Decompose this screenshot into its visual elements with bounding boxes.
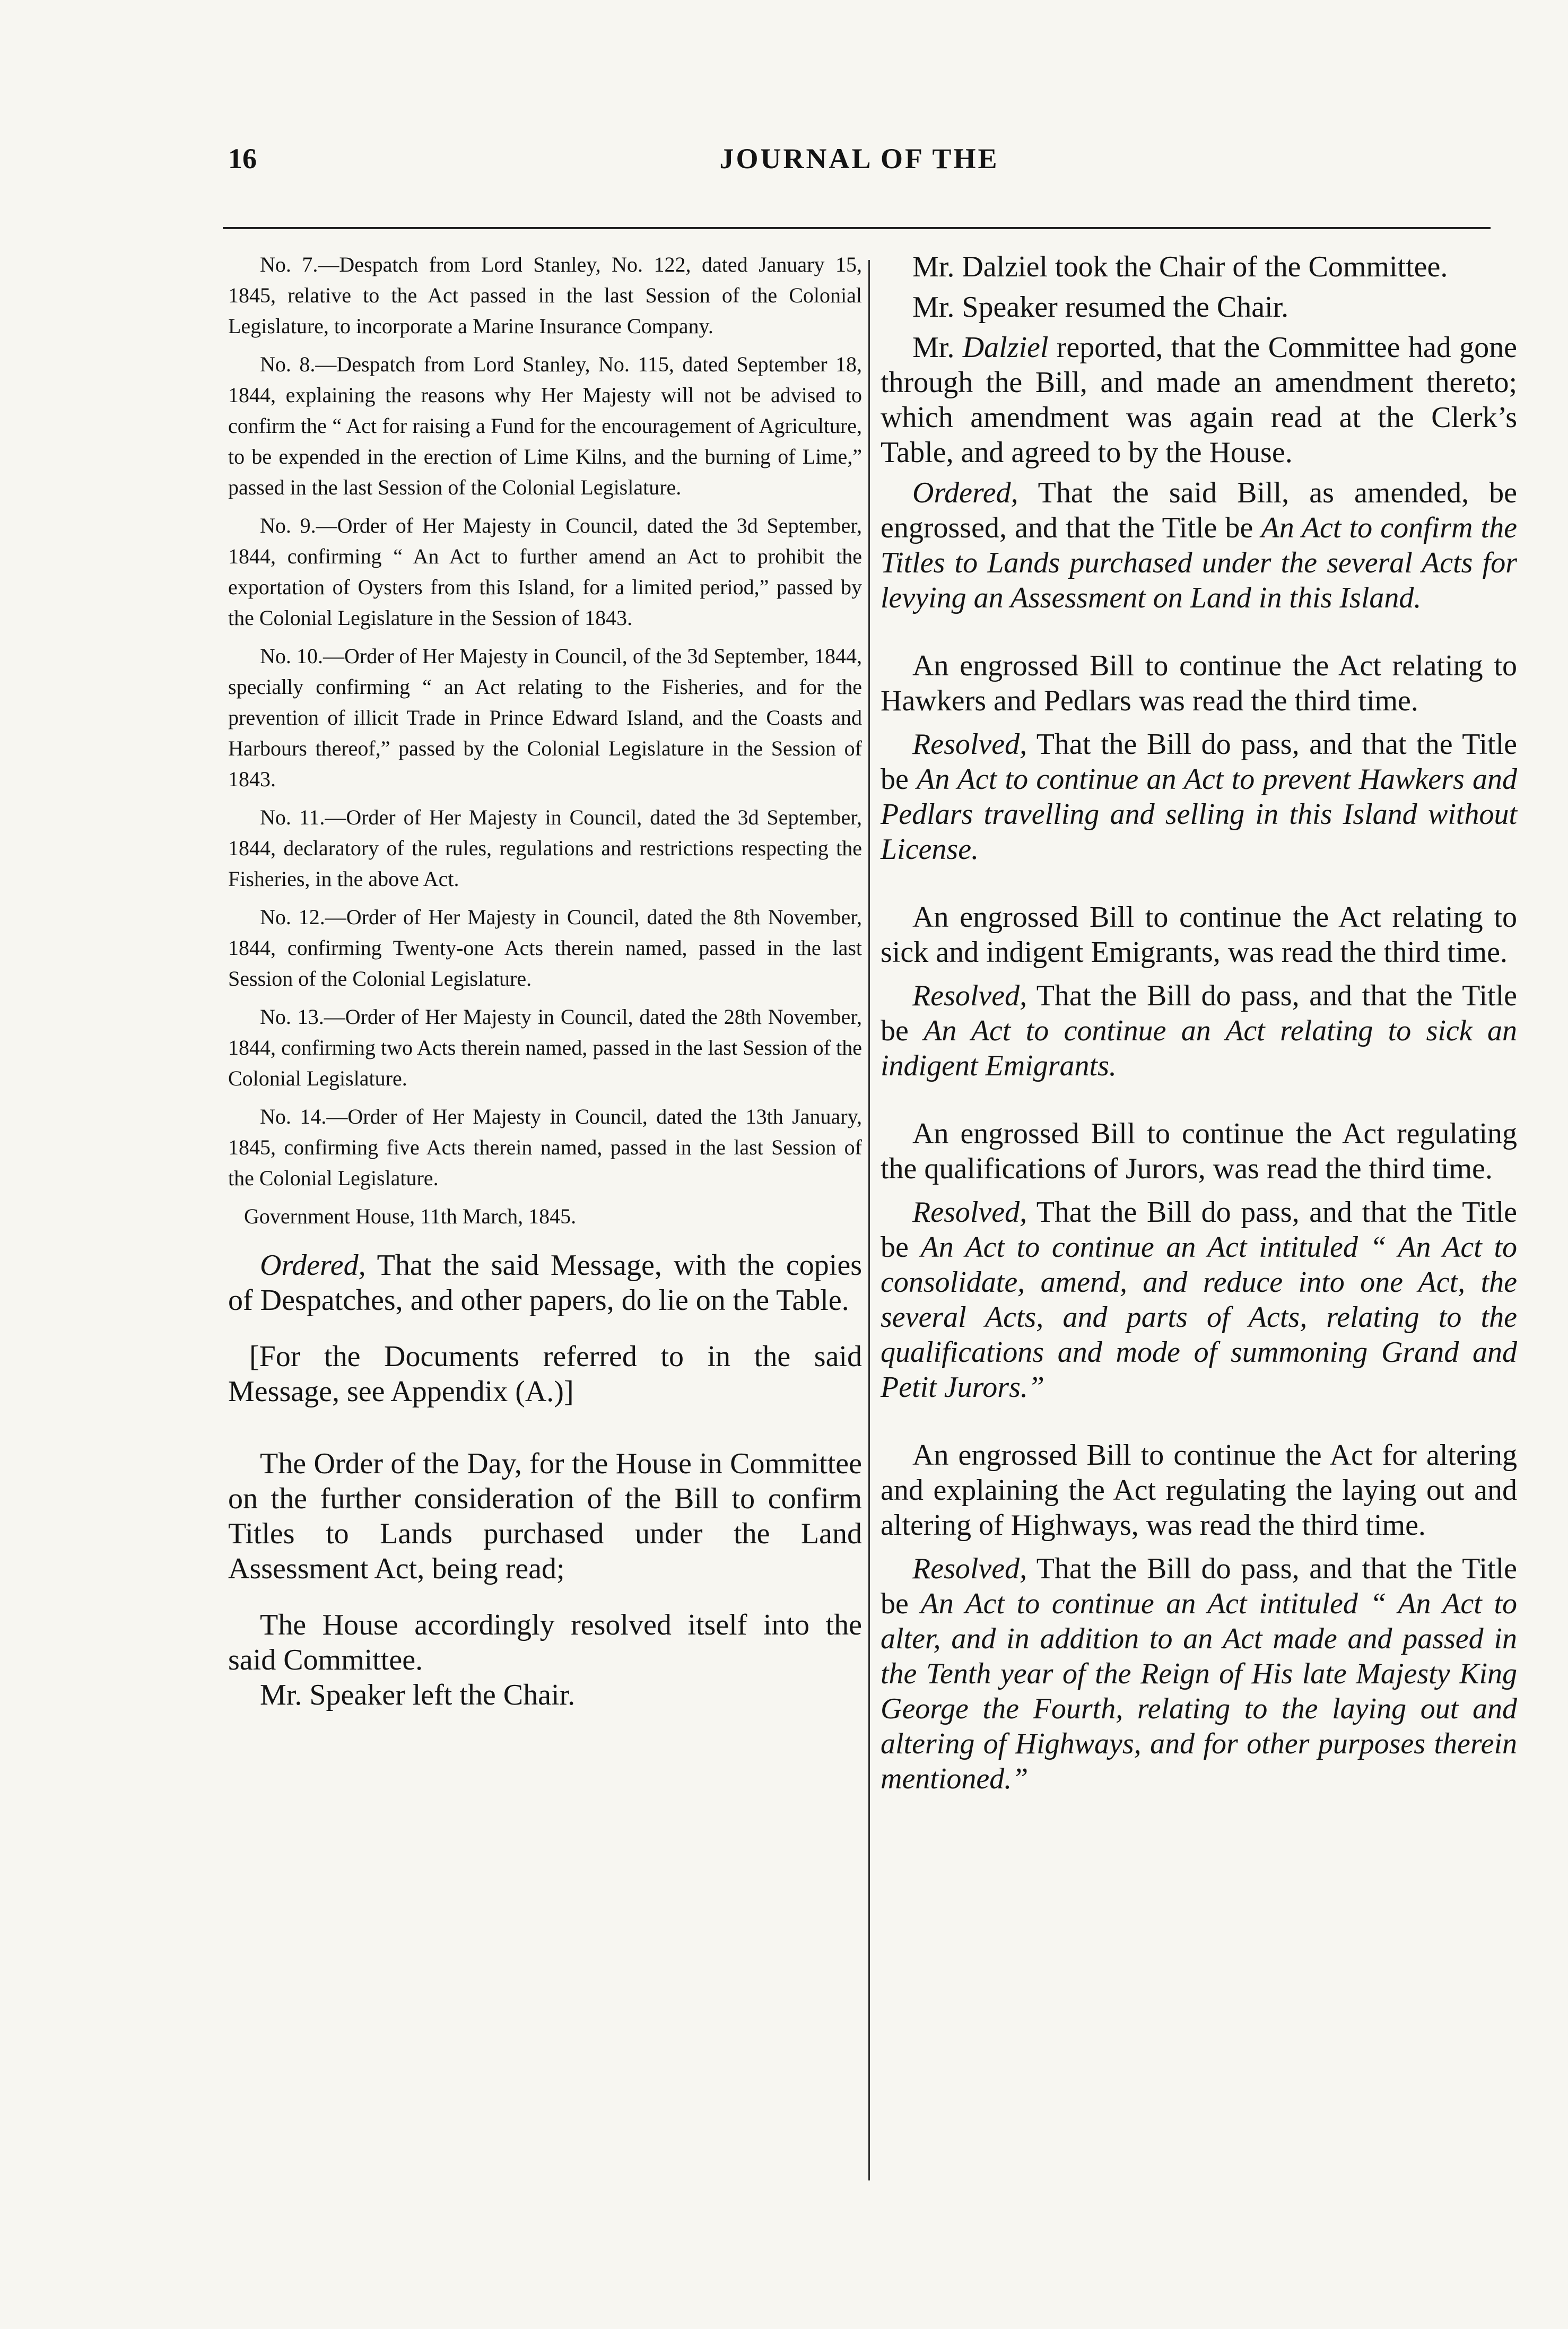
report-text: reported, that the Committee had gone through the Bill, and made an amendment thereto; which amendment was again read at the Clerk’s Table, and agreed to by the House. [881, 331, 1517, 469]
ordered-engrossed [881, 475, 1517, 615]
committee-resolution: The House accordingly resolved itself into the said Committee. [228, 1609, 862, 1676]
resolved-lead: Resolved, [912, 728, 1027, 761]
bill-intro: An engrossed Bill to continue the Act for altering and explaining the Act regulating the laying out and altering of Highways, was read the third time. [881, 1439, 1517, 1542]
order-of-day: The Order of the Day, for the House in Committee on the further consideration of the Bill to confirm Titles to Lands purchased under the Land Assessment Act, being read; [228, 1447, 862, 1585]
header-rule [223, 227, 1491, 229]
left-proceedings [228, 1248, 862, 1713]
bill-title: An Act to continue an Act to prevent Hawkers and Pedlars travelling and selling in this Island without License. [881, 763, 1517, 866]
column-divider [868, 260, 870, 2180]
page-number: 16 [228, 143, 257, 175]
resolved-text: That the Bill do pass, and that the Title be [881, 1196, 1517, 1264]
bill-resolution [881, 727, 1517, 867]
bill-title: An Act to confirm the Titles to Lands purchased under the several Acts for levying an Assessment on Land in this Island. [881, 511, 1517, 614]
ordered-text: That the said Bill, as amended, be engrossed, and that the Title be [881, 476, 1517, 544]
despatch-item: No. 14.—Order of Her Majesty in Council, dated the 13th January, 1845, confirming five Acts therein named, passed in the last Session of the Colonial Legislature. [228, 1105, 862, 1190]
resolved-text: That the Bill do pass, and that the Title be [881, 728, 1517, 796]
running-head: JOURNAL OF THE [719, 143, 999, 175]
despatch-item: No. 9.—Order of Her Majesty in Council, dated the 3d September, 1844, confirming “ An Act to further amend an Act to prohibit the exportation of Oysters from this Island, for a limited period,” passed by the Colonial Legislature in the Session of 1843. [228, 514, 862, 630]
speaker-left: Mr. Speaker left the Chair. [260, 1679, 576, 1711]
committee-report [881, 330, 1517, 470]
bill-title: An Act to continue an Act relating to sick an indigent Emigrants. [881, 1014, 1517, 1082]
ordered-lead: Ordered, [912, 476, 1018, 509]
resolved-lead: Resolved, [912, 979, 1027, 1012]
despatch-item: No. 7.—Despatch from Lord Stanley, No. 122, dated January 15, 1845, relative to the Act passed in the last Session of the Colonial Legislature, to incorporate a Marine Insurance Company. [228, 253, 862, 338]
ordered-lead: Ordered, [260, 1249, 366, 1282]
despatch-list [228, 249, 862, 1232]
resolved-text: That the Bill do pass, and that the Title be [881, 1552, 1517, 1620]
resolved-lead: Resolved, [912, 1196, 1027, 1229]
despatch-item: No. 12.—Order of Her Majesty in Council, dated the 8th November, 1844, confirming Twenty-one Acts therein named, passed in the last Session of the Colonial Legislature. [228, 905, 862, 990]
right-proceedings [881, 249, 1517, 1796]
bill-title: An Act to continue an Act intituled “ An Act to consolidate, amend, and reduce into one Act, the several Acts, and parts of Acts, relating to the qualifications and mode of summoning Grand and Petit Jurors.” [881, 1231, 1518, 1404]
appendix-note: [For the Documents referred to in the said Message, see Appendix (A.)] [228, 1340, 862, 1408]
speaker-resumed: Mr. Speaker resumed the Chair. [912, 291, 1289, 324]
message-signature: Government House, 11th March, 1845. [244, 1204, 577, 1228]
bill-intro: An engrossed Bill to continue the Act relating to Hawkers and Pedlars was read the third time. [881, 649, 1517, 717]
bill-intro: An engrossed Bill to continue the Act regulating the qualifications of Jurors, was read the third time. [881, 1117, 1517, 1185]
page-header [228, 142, 1491, 190]
ordered-paragraph [228, 1248, 862, 1318]
bill-resolution [881, 978, 1517, 1083]
despatch-item: No. 11.—Order of Her Majesty in Council, dated the 3d September, 1844, declaratory of the rules, regulations and restrictions respecting the Fisheries, in the above Act. [228, 805, 862, 891]
dalziel-chair: Mr. Dalziel took the Chair of the Committee. [912, 250, 1448, 283]
bill-title: An Act to continue an Act intituled “ An Act to alter, and in addition to an Act made and passed in the Tenth year of the Reign of His late Majesty King George the Fourth, relating to the laying out and altering of Highways, and for other purposes therein mentioned.” [881, 1587, 1518, 1795]
bill-resolution [881, 1195, 1517, 1405]
report-prefix: Mr. [912, 331, 963, 364]
bill-resolution [881, 1551, 1517, 1796]
resolved-lead: Resolved, [912, 1552, 1027, 1585]
left-column [228, 249, 862, 1713]
despatch-item: No. 13.—Order of Her Majesty in Council, dated the 28th November, 1844, confirming two Acts therein named, passed in the last Session of the Colonial Legislature. [228, 1005, 862, 1090]
bill-intro: An engrossed Bill to continue the Act relating to sick and indigent Emigrants, was read the third time. [881, 901, 1517, 969]
ordered-text: That the said Message, with the copies of Despatches, and other papers, do lie on the Table. [228, 1249, 862, 1317]
despatch-item: No. 10.—Order of Her Majesty in Council, of the 3d September, 1844, specially confirming “ an Act relating to the Fisheries, and for the prevention of illicit Trade in Prince Edward Island, and the Coasts and Harbours thereof,” passed by the Colonial Legislature in the Session of 1843. [228, 644, 862, 791]
reporter-name: Dalziel [962, 331, 1049, 364]
despatch-item: No. 8.—Despatch from Lord Stanley, No. 115, dated September 18, 1844, explaining the reasons why Her Majesty will not be advised to confirm the “ Act for raising a Fund for the encouragement of Agriculture, to be expended in the erection of Lime Kilns, and the burning of Lime,” passed in the last Session of the Colonial Legislature. [228, 352, 862, 499]
right-column [881, 249, 1517, 1802]
resolved-text: That the Bill do pass, and that the Title be [881, 979, 1517, 1047]
